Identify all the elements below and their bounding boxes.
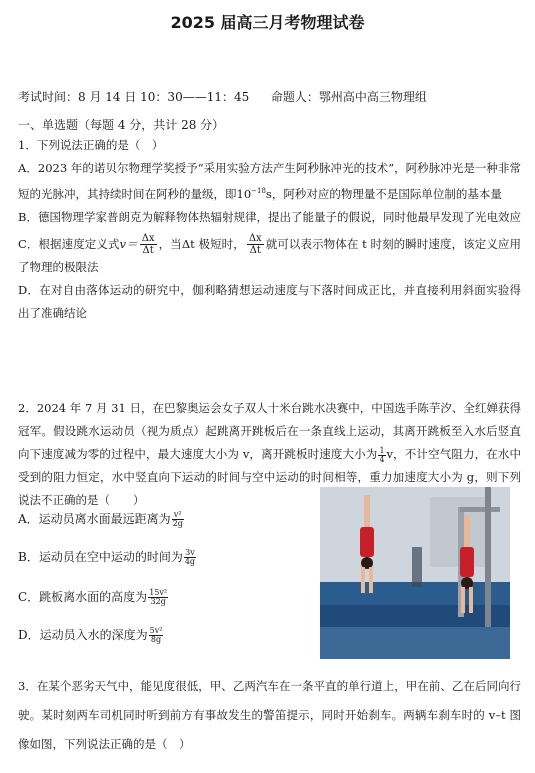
question-1-option-d: D．在对自由落体运动的研究中，伽利略猜想运动速度与下落时间成正比，并直接利用斜面实验得出了准确结论 (18, 283, 521, 321)
question-1-option-a: A．2023 年的诺贝尔物理学奖授予“采用实验方法产生阿秒脉冲光的技术”，阿秒脉冲光是一种非常短的光脉冲，其持续时间在阿秒的量级，即$10^{-18}s$，阿秒对应的物理量不是国际单位制的基本量 (18, 161, 521, 201)
exam-author: 命题人：鄂州高中高三物理组 (270, 90, 427, 104)
question-1-option-c: C．根据速度定义式v＝ $\frac{\Delta x}{\Delta t}$ ，当Δt 极短时， $\frac{\Delta x}{\Delta t}$ 就可以表示物体在 t 时刻的瞬时速度，该定义应用了物理的极限法 (18, 233, 521, 275)
velocity-fraction: $\frac{\Delta x}{\Delta t}$ (141, 233, 155, 257)
question-2-option-d: D．运动员入水的深度为 $\frac{\text{5v²}}{8g}$ (18, 626, 163, 644)
question-2-option-b: B．运动员在空中运动的时间为 $\frac{3v}{4g}$ (18, 548, 196, 566)
exam-meta (18, 88, 427, 105)
question-3-stem: 3．在某个恶劣天气中，能见度很低，甲、乙两汽车在一条平直的单行道上，甲在前、乙在后同向行驶。某时刻两车司机同时听到前方有事故发生的警笛提示，同时开始刹车。两辆车刹车时的 v–t 图像如图，下列说法正确的是（ ） (18, 679, 521, 751)
question-2-option-c: C．跳板离水面的高度为 $\frac{\text{15v²}}{32g}$ (18, 588, 168, 606)
question-1 (18, 134, 521, 325)
question-2-stem: 2．2024 年 7 月 31 日，在巴黎奥运会女子双人十米台跳水决赛中，中国选手陈芋汐、全红婵获得冠军。假设跳水运动员（视为质点）起跳离开跳板后在一条直线上运动，其离开跳板至入水后竖直向下速度减为零的过程中，最大速度大小为 v，离开跳板时速度大小为 $\frac{1}{4}$ v，不计空气阻力，在水中受到的阻力恒定，水中竖直向下运动的时间与空中运动的时间相等，重力加速度大小为 g，则下列说法不正确的是（ ） (18, 401, 521, 507)
question-1-option-b: B．德国物理学家普朗克为解释物体热辐射规律，提出了能量子的假说，同时他最早发现了光电效应 (18, 209, 521, 224)
diving-photo (320, 487, 510, 659)
question-1-stem: 1．下列说法正确的是（ ） (18, 138, 164, 152)
section-heading: 一、单选题（每题 4 分，共计 28 分） (18, 118, 225, 132)
exam-time: 考试时间：8 月 14 日 10：30——11：45 (18, 90, 250, 104)
question-2-option-a: A．运动员离水面最远距离为 $\frac{\text{v²}}{2g}$ (18, 510, 183, 528)
quarter-fraction: $\frac{1}{4}$ (379, 445, 385, 464)
exam-title: 2025 届高三月考物理试卷 (170, 13, 365, 32)
diving-illustration (320, 487, 510, 659)
platform-board (460, 507, 500, 512)
velocity-fraction-2: $\frac{\Delta x}{\Delta t}$ (248, 233, 262, 257)
